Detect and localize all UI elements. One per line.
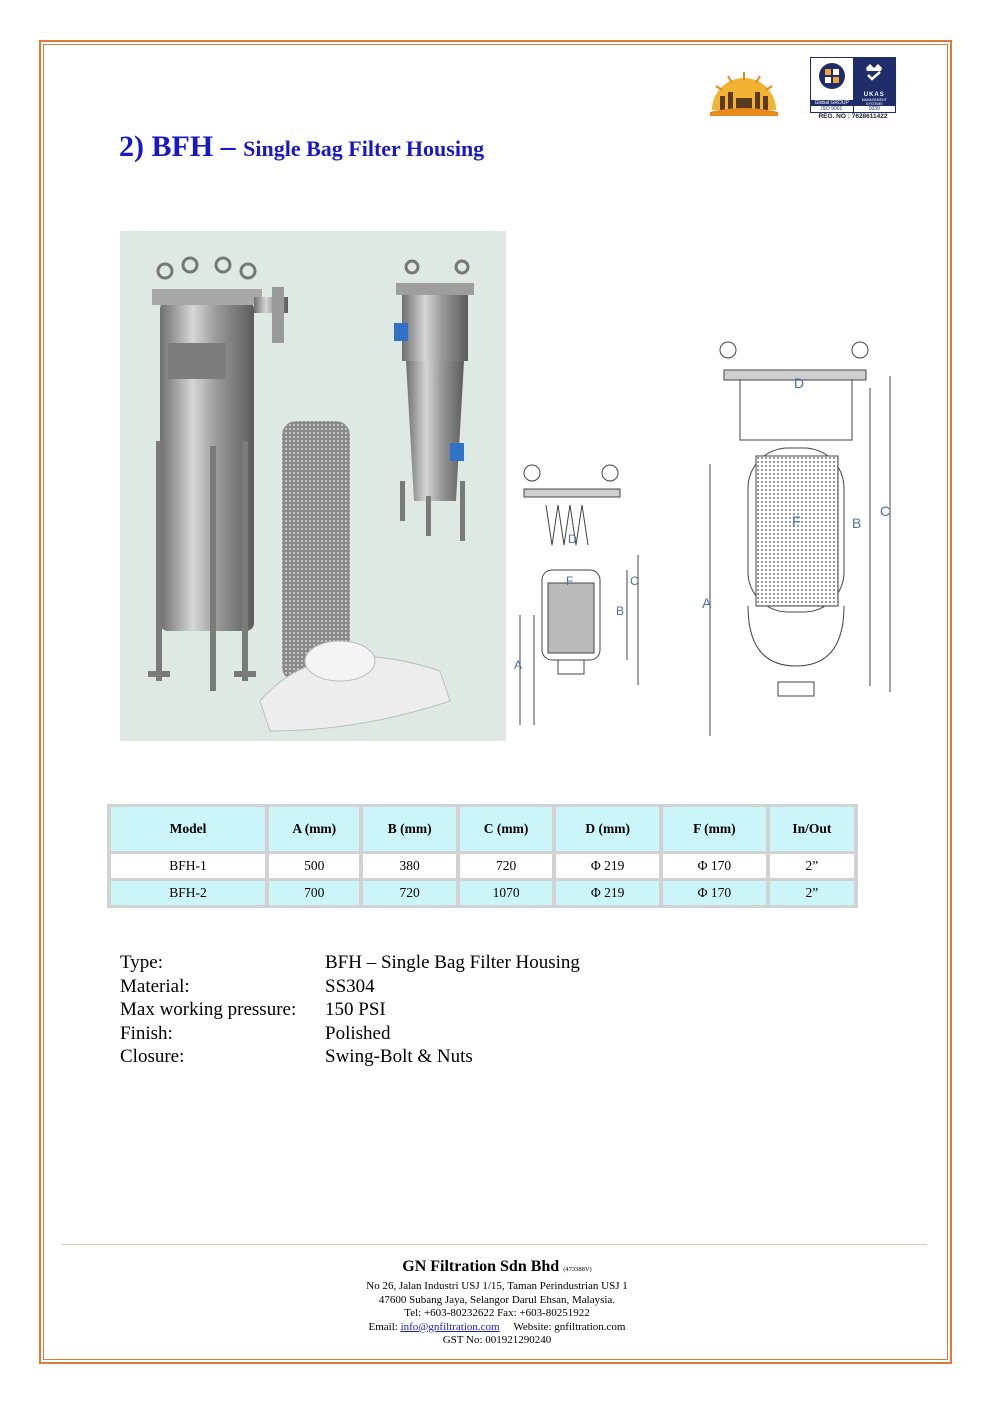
company-name: GN Filtration Sdn Bhd	[402, 1258, 560, 1275]
cell-a: 700	[269, 881, 359, 905]
company-logo	[706, 70, 782, 116]
company-number: (473388V)	[563, 1266, 592, 1273]
header-b: B (mm)	[363, 807, 455, 851]
cell-model: BFH-2	[111, 881, 265, 905]
company-name-line	[0, 1257, 994, 1280]
drawing-small-label-f: F	[566, 574, 574, 588]
certification-badge	[810, 57, 896, 113]
ukas-certificate	[854, 58, 896, 112]
spec-value: Polished	[325, 1022, 391, 1044]
cell-in-out: 2”	[770, 854, 854, 878]
spec-material	[120, 975, 580, 999]
address-line-1: No 26, Jalan Industri USJ 1/15, Taman Perindustrian USJ 1	[366, 1280, 628, 1292]
cert-right-number: 0039	[854, 106, 896, 112]
drawing-large-label-a: A	[702, 595, 712, 611]
address-line-2: 47600 Subang Jaya, Selangor Darul Ehsan, Malaysia.	[378, 1293, 616, 1306]
drawing-small-label-b: B	[616, 604, 625, 618]
website: Website: gnfiltration.com	[513, 1320, 626, 1333]
title-main: 2) BFH –	[119, 130, 244, 163]
cell-a: 500	[269, 854, 359, 878]
drawing-large-label-d: D	[794, 375, 805, 391]
spec-finish	[120, 1022, 580, 1046]
header-a: A (mm)	[269, 807, 359, 851]
cell-f: Φ 170	[663, 854, 766, 878]
cell-model: BFH-1	[111, 854, 265, 878]
cell-in-out: 2”	[770, 881, 854, 905]
registration-number: REG. NO : 7628611422	[818, 113, 888, 120]
product-photo	[120, 231, 506, 741]
table-row	[111, 854, 854, 878]
spec-pressure	[120, 998, 580, 1022]
cell-d: Φ 219	[556, 854, 659, 878]
cell-b: 380	[363, 854, 455, 878]
email-prefix: Email:	[368, 1320, 401, 1333]
cert-right-caption: MANAGEMENT SYSTEMS	[861, 98, 887, 106]
drawing-large-label-f: F	[792, 513, 801, 529]
header-in-out: In/Out	[770, 807, 854, 851]
drawing-large-label-c: C	[880, 503, 891, 519]
drawing-large-label-b: B	[852, 515, 862, 531]
header-d: D (mm)	[556, 807, 659, 851]
header-f: F (mm)	[663, 807, 766, 851]
cert-right-name: UKAS	[863, 92, 885, 98]
spec-value: SS304	[325, 975, 375, 997]
email-link[interactable]: info@gnfiltration.com	[400, 1320, 500, 1333]
page-title	[119, 130, 484, 164]
iso-certificate	[811, 58, 854, 112]
header-model: Model	[111, 807, 265, 851]
cell-c: 1070	[460, 881, 552, 905]
footer	[0, 1257, 994, 1348]
spec-label: Material:	[120, 975, 190, 997]
spec-type	[120, 951, 580, 975]
gst-number: GST No: 001921290240	[442, 1334, 552, 1346]
contact-line	[0, 1321, 994, 1335]
table-header-row	[111, 807, 854, 851]
cell-f: Φ 170	[663, 881, 766, 905]
spec-value: BFH – Single Bag Filter Housing	[325, 952, 580, 973]
spec-label: Finish:	[120, 1022, 173, 1044]
phone-fax: Tel: +603-80232622 Fax: +603-80251922	[404, 1307, 590, 1319]
product-specs	[120, 951, 580, 1069]
spec-label: Max working pressure:	[120, 999, 297, 1020]
footer-divider	[62, 1244, 927, 1245]
drawing-small-label-c: C	[630, 574, 639, 588]
table-row	[111, 881, 854, 905]
spec-value: Swing-Bolt & Nuts	[325, 1046, 473, 1067]
technical-drawing-large	[700, 336, 900, 736]
cert-left-caption: Global GROUP	[811, 100, 853, 106]
crown-check-icon	[863, 62, 885, 82]
spec-label: Type:	[120, 952, 163, 973]
technical-drawing-small	[512, 455, 642, 735]
cert-left-iso: ISO 9001	[821, 106, 843, 112]
cell-b: 720	[363, 881, 455, 905]
drawing-small-label-a: A	[514, 658, 523, 672]
cell-d: Φ 219	[556, 881, 659, 905]
cell-c: 720	[460, 854, 552, 878]
header-c: C (mm)	[460, 807, 552, 851]
global-group-icon	[817, 61, 847, 91]
dimension-table	[107, 804, 858, 908]
drawing-small-label-d: D	[568, 532, 577, 546]
spec-label: Closure:	[120, 1046, 185, 1067]
spec-closure	[120, 1045, 580, 1069]
title-sub: Single Bag Filter Housing	[243, 136, 485, 161]
spec-value: 150 PSI	[325, 999, 386, 1020]
